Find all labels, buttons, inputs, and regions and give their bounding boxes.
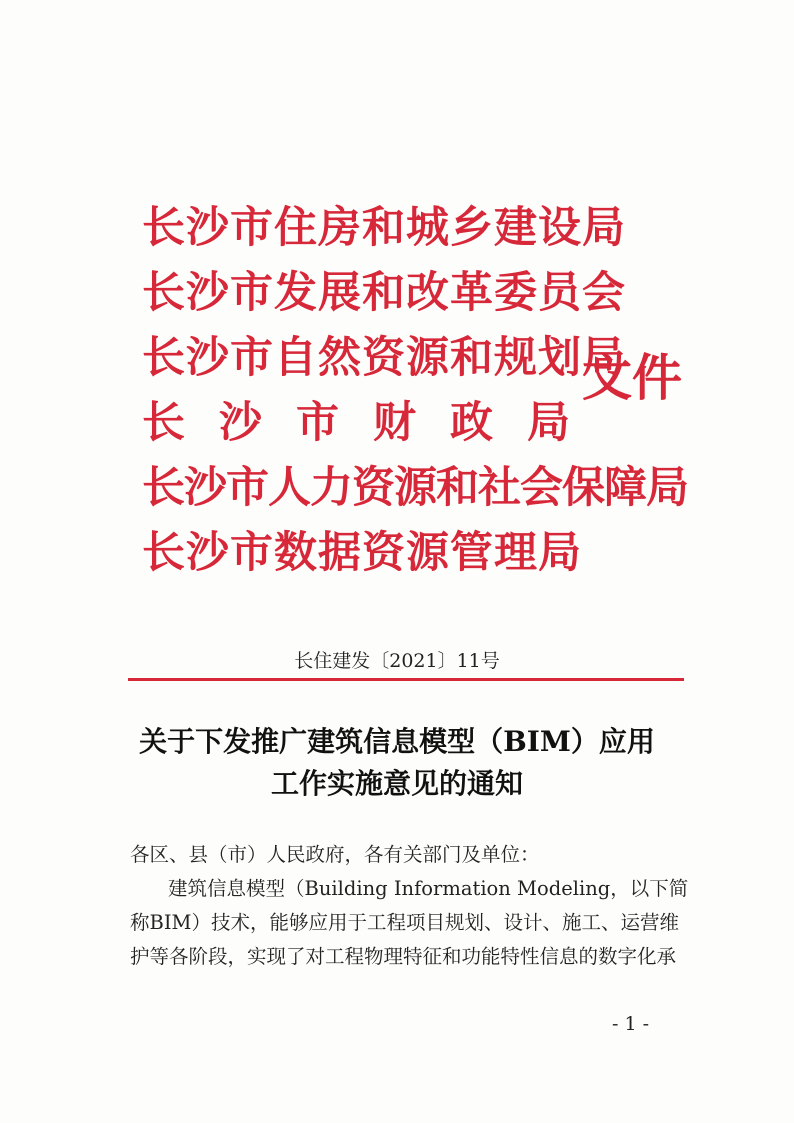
issuer-housing-bureau: 长沙市住房和城乡建设局 bbox=[142, 203, 626, 253]
red-divider-line bbox=[128, 678, 684, 681]
issuer-natural-resources-bureau: 长沙市自然资源和规划局 bbox=[142, 333, 626, 383]
paragraph-line-1: 建筑信息模型（Building Information Modeling，以下简 bbox=[168, 877, 689, 900]
document-type-label: 文件 bbox=[582, 348, 682, 407]
paragraph-line-2: 称BIM）技术，能够应用于工程项目规划、设计、施工、运营维 bbox=[130, 911, 679, 934]
salutation: 各区、县（市）人民政府，各有关部门及单位： bbox=[130, 843, 540, 866]
issuer-data-resources-bureau: 长沙市数据资源管理局 bbox=[142, 528, 582, 578]
issuer-finance-bureau: 长沙市财政局 bbox=[142, 398, 604, 448]
page-number: - 1 - bbox=[612, 1013, 650, 1035]
document-title-line-2: 工作实施意见的通知 bbox=[270, 767, 523, 800]
document-number: 长住建发〔2021〕11号 bbox=[294, 650, 500, 672]
document-title-line-1: 关于下发推广建筑信息模型（BIM）应用 bbox=[139, 725, 655, 758]
issuer-human-resources-bureau: 长沙市人力资源和社会保障局 bbox=[142, 463, 688, 513]
paragraph-line-3: 护等各阶段，实现了对工程物理特征和功能特性信息的数字化承 bbox=[130, 945, 677, 968]
issuer-development-commission: 长沙市发展和改革委员会 bbox=[142, 268, 626, 318]
